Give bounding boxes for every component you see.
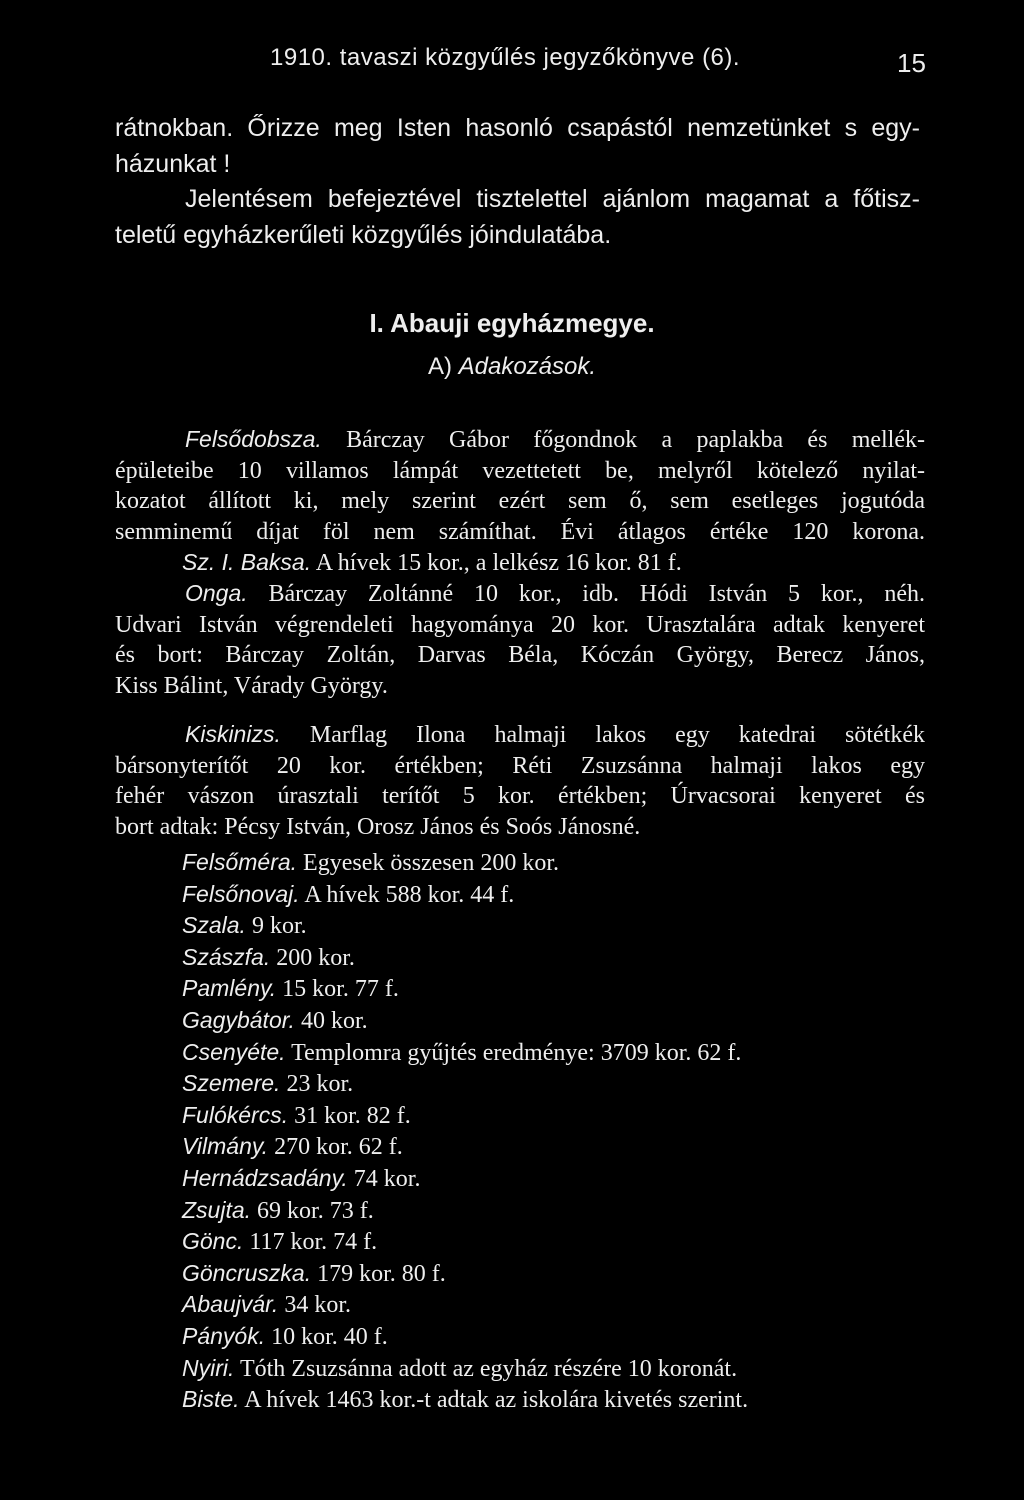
list-item [182, 1131, 922, 1163]
text-line: kozatot állított ki, mely szerint ezért sem ő, sem esetleges jogutóda [115, 488, 925, 515]
list-item [182, 1068, 922, 1100]
text-line [115, 578, 925, 610]
entry-text: 74 kor. [353, 1165, 421, 1192]
page-header [0, 40, 1024, 80]
entry-text: 200 kor. [276, 944, 355, 971]
place-name: Csenyéte. [182, 1038, 286, 1065]
place-name: Vilmány. [182, 1133, 269, 1160]
place-name: Zsujta. [182, 1196, 252, 1223]
text-line: rátnokban. Őrizze meg Isten hasonló csapástól nemzetünket s egy- [115, 114, 920, 142]
place-name: Hernádzsadány. [182, 1164, 348, 1191]
text-line: Kiss Bálint, Várady György. [115, 672, 388, 699]
place-name: Fulókércs. [182, 1101, 289, 1128]
entry-text: 15 kor. 77 f. [282, 976, 399, 1003]
text-line [182, 547, 922, 579]
subsection-letter: A) [427, 353, 452, 380]
entry-text: A hívek 15 kor., a lelkész 16 kor. 81 f. [315, 550, 682, 576]
entry-text: A hívek 588 kor. 44 f. [304, 881, 515, 908]
entry-text: A hívek 1463 kor.-t adtak az iskolára kivetés szerint. [244, 1387, 749, 1414]
entry-text: 69 kor. 73 f. [257, 1197, 374, 1224]
text-line: Udvari István végrendeleti hagyománya 20 kor. Urasztalára adtak kenyeret [115, 611, 925, 638]
place-name: Pányók. [182, 1322, 266, 1349]
list-item [182, 879, 922, 911]
list-item [182, 1289, 922, 1321]
place-name: Onga. [185, 580, 248, 606]
list-item [182, 1005, 922, 1037]
list-item [182, 910, 922, 942]
baksa-entry [182, 547, 922, 579]
entry-text: Bárczay Zoltánné 10 kor., idb. Hódi István 5 kor., néh. [268, 581, 925, 607]
text-line [115, 424, 925, 456]
place-name: Szala. [182, 912, 246, 939]
entry-text: Bárczay Gábor főgondnok a paplakba és mellék- [346, 427, 925, 453]
page-number: 15 [897, 48, 926, 78]
place-name: Kiskinizs. [185, 721, 281, 747]
list-item [182, 942, 922, 974]
text-line: bársonyterítőt 20 kor. értékben; Réti Zsuzsánna halmaji lakos egy [115, 752, 925, 779]
text-line: fehér vászon úrasztali terítőt 5 kor. értékben; Úrvacsorai kenyeret és [115, 783, 925, 810]
kiskinizs-paragraph [115, 719, 925, 842]
place-name: Nyiri. [182, 1354, 235, 1381]
place-name: Felsőméra. [182, 849, 298, 875]
place-name: Gönc. [182, 1228, 244, 1255]
entry-text: 270 kor. 62 f. [274, 1134, 403, 1161]
text-line: épületeibe 10 villamos lámpát vezettetett be, melyről kötelező nyilat- [115, 457, 925, 484]
text-line: házunkat ! [115, 149, 231, 178]
text-line [115, 719, 925, 751]
list-item [182, 1258, 922, 1290]
subsection-heading [0, 353, 1024, 381]
felsodobsza-paragraph [115, 424, 925, 547]
entry-text: 31 kor. 82 f. [294, 1102, 411, 1129]
place-name: Szászfa. [182, 943, 271, 970]
list-item [182, 1353, 922, 1385]
text-line: bort adtak: Pécsy István, Orosz János és Soós Jánosné. [115, 813, 641, 840]
place-name: Sz. I. Baksa. [182, 549, 312, 575]
entry-text: Tóth Zsuzsánna adott az egyház részére 10 koronát. [239, 1355, 738, 1382]
donation-list [182, 847, 922, 1416]
entry-text: Egyesek összesen 200 kor. [303, 850, 559, 876]
place-name: Pamlény. [182, 975, 277, 1002]
list-item [182, 1163, 922, 1195]
text-line: és bort: Bárczay Zoltán, Darvas Béla, Kóczán György, Berecz János, [115, 642, 925, 669]
place-name: Felsőnovaj. [182, 880, 300, 907]
entry-text: 10 kor. 40 f. [271, 1323, 388, 1350]
entry-text: Templomra gyűjtés eredménye: 3709 kor. 62 f. [291, 1039, 742, 1066]
text-line: semminemű díjat föl nem számíthat. Évi átlagos értéke 120 korona. [115, 518, 925, 545]
entry-text: 179 kor. 80 f. [317, 1260, 446, 1287]
list-item [182, 1384, 922, 1416]
list-item [182, 973, 922, 1005]
place-name: Felsődobsza. [185, 426, 322, 452]
list-item [182, 1037, 922, 1069]
list-item [182, 1195, 922, 1227]
list-item [182, 1321, 922, 1353]
subsection-title: Adakozások. [458, 353, 597, 380]
entry-text: 40 kor. [300, 1007, 368, 1034]
section-heading: I. Abauji egyházmegye. [369, 308, 655, 338]
place-name: Göncruszka. [182, 1259, 312, 1286]
list-item [182, 1100, 922, 1132]
entry-text: 34 kor. [284, 1292, 351, 1319]
entry-text: 23 kor. [286, 1071, 354, 1098]
place-name: Gagybátor. [182, 1006, 295, 1033]
entry-text: Marflag Ilona halmaji lakos egy katedrai sötétkék [309, 722, 925, 748]
entry-text: 117 kor. 74 f. [249, 1229, 378, 1256]
list-item [182, 847, 922, 879]
text-line: Jelentésem befejeztével tisztelettel ajánlom magamat a főtisz- [185, 185, 920, 213]
running-title: 1910. tavaszi közgyűlés jegyzőkönyve (6). [270, 44, 741, 71]
entry-text: 9 kor. [251, 913, 307, 940]
onga-paragraph [115, 578, 925, 701]
place-name: Biste. [182, 1386, 240, 1413]
intro-paragraph [115, 111, 920, 253]
text-line: teletű egyházkerűleti közgyűlés jóindulatába. [115, 220, 612, 249]
place-name: Szemere. [182, 1070, 281, 1097]
place-name: Abaujvár. [182, 1291, 279, 1318]
list-item [182, 1226, 922, 1258]
